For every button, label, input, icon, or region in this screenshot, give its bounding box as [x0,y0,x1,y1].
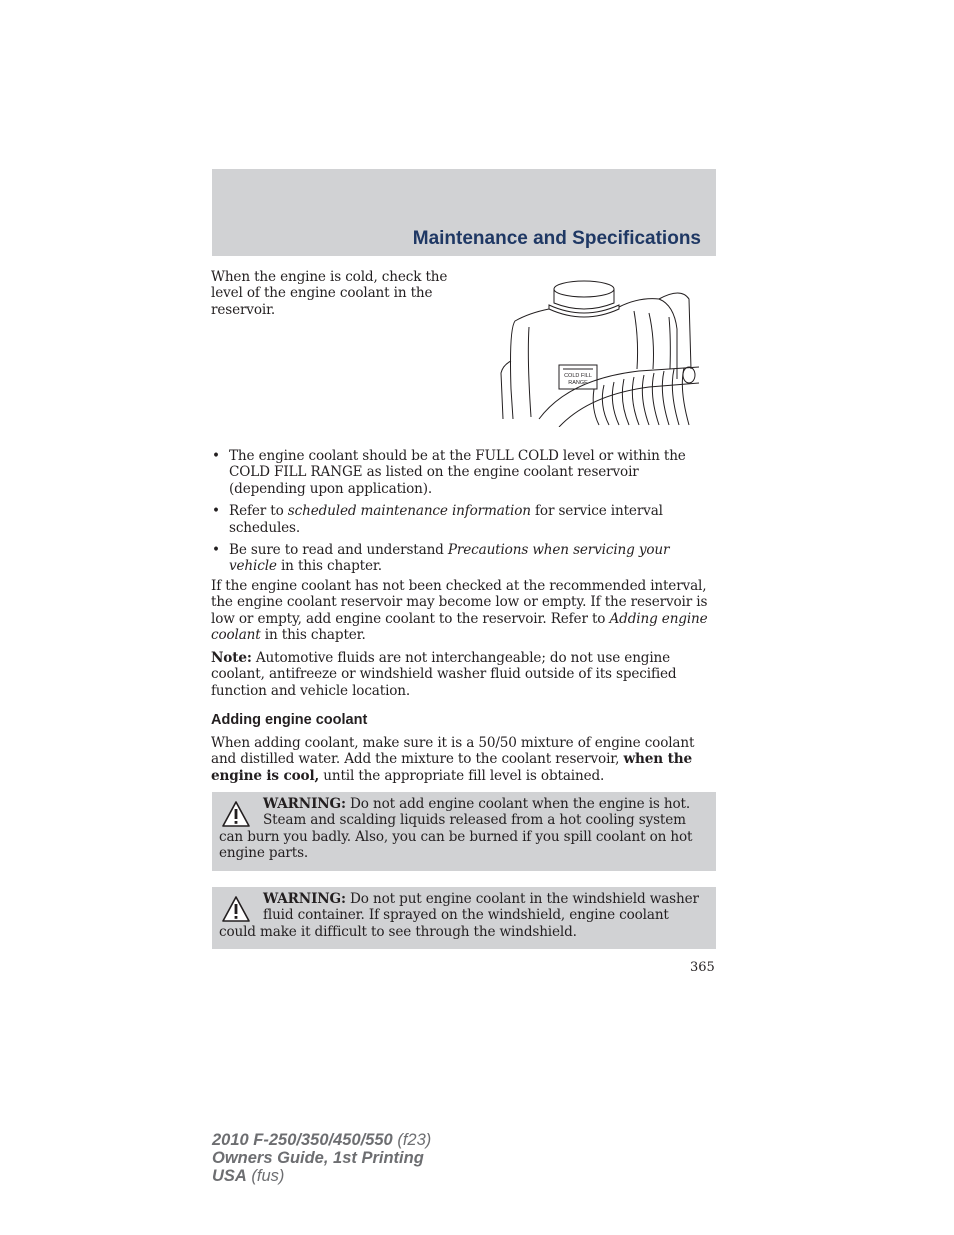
paragraph-text: in this chapter. [260,627,366,644]
footer-line-1 [212,1131,431,1149]
bullet-text-pre: Be sure to read and understand [229,542,448,559]
note-paragraph [211,650,717,699]
emphasis-text: when the engine is cool, [211,751,692,784]
bullet-marker: • [212,448,220,464]
cross-reference: Adding engine coolant [211,610,708,644]
list-item [211,448,716,497]
warning-text: Do not add engine coolant when the engine is hot. Steam and scalding liquids released from a hot cooling system can burn you badly. Also, you can be burned if you spill coolant on hot engine parts. [219,796,693,862]
market-name: USA [212,1167,247,1185]
paragraph-text: When adding coolant, make sure it is a 50/50 mixture of engine coolant and distilled water. Add the mixture to the coolant reservoir, [211,735,695,768]
footer-line-2 [212,1149,431,1167]
warning-box [212,792,716,871]
bullet-text: The engine coolant should be at the FULL COLD level or within the COLD FILL RANGE as listed on the engine coolant reservoir (depending upon application). [229,448,686,497]
cold-fill-label-line1: COLD FILL [564,373,592,379]
bullet-list [211,448,716,581]
page-number: 365 [690,960,715,975]
warning-label: WARNING: [263,796,346,812]
paragraph-text: until the appropriate fill level is obtained. [319,767,605,784]
bullet-marker: • [212,542,220,559]
bullet-text-post: in this chapter. [276,558,382,575]
bullet-marker: • [212,503,220,520]
document-footer [212,1131,431,1185]
coolant-reservoir-illustration [499,269,701,427]
subsection-heading: Adding engine coolant [211,712,368,728]
footer-line-3 [212,1167,431,1185]
note-text: Automotive fluids are not interchangeable; do not use engine coolant, antifreeze or windshield washer fluid outside of its specified function and vehicle location. [211,650,677,699]
warning-triangle-icon [221,800,251,828]
model-name: 2010 F-250/350/450/550 [212,1131,393,1149]
warning-triangle-icon [221,895,251,923]
cold-fill-label-line2: RANGE [568,380,588,386]
warning-text: Do not put engine coolant in the windshield washer fluid container. If sprayed on the windshield, engine coolant could make it difficult to see through the windshield. [219,891,699,940]
cross-reference: scheduled maintenance information [287,503,531,520]
paragraph-text: If the engine coolant has not been checked at the recommended interval, the engine coolant reservoir may become low or empty. If the reservoir is low or empty, add engine coolant to the reservoir. Refer to [211,578,708,627]
warning-label: WARNING: [263,891,346,907]
reservoir-drawing [499,269,701,427]
guide-edition: Owners Guide, 1st Printing [212,1149,424,1167]
section-title: Maintenance and Specifications [412,228,701,249]
low-coolant-paragraph [211,578,717,644]
model-code: (f23) [392,1131,432,1149]
list-item [211,503,716,536]
bullet-text-pre: Refer to [229,503,288,520]
cross-reference: Precautions when servicing your vehicle [229,542,670,575]
warning-box [212,887,716,949]
section-header [212,169,716,256]
adding-coolant-paragraph [211,735,717,784]
note-label: Note: [211,650,252,666]
bullet-text-post: for service interval schedules. [229,503,663,536]
intro-paragraph: When the engine is cold, check the level of the engine coolant in the reservoir. [211,269,448,318]
list-item [211,542,716,575]
market-code: (fus) [246,1167,285,1185]
